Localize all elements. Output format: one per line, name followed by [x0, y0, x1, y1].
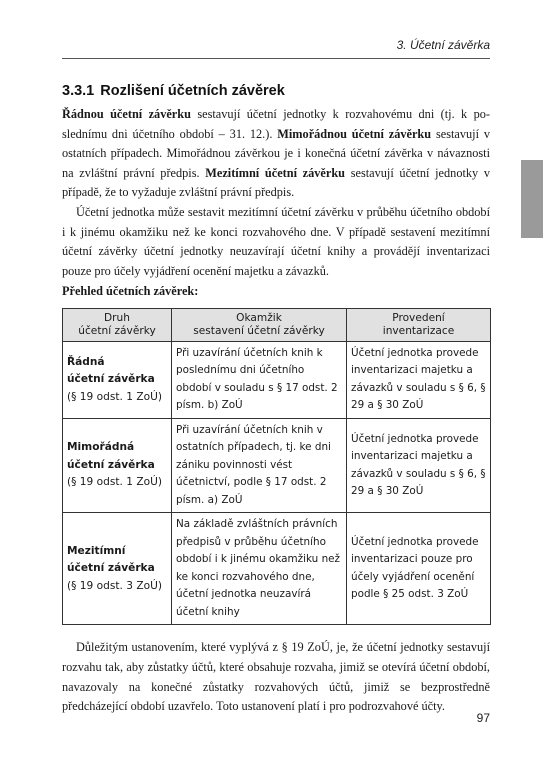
paragraph-continuity: Důležitým ustanovením, které vyplývá z § 19 ZoÚ, je, že účetní jednotky sestavují rozvahu tak, aby zůstatky účtů, které obsahuje rozvaha, jimiž se otevírá účetní období, navazovaly na konečné zůstatky rozvahových účtů, jimiž se bezprostředně předcházející období uzavřelo. Toto ustanovení platí i pro podrozvahové účty. [62, 640, 490, 714]
type-reference: (§ 19 odst. 1 ZoÚ) [67, 390, 162, 403]
paragraph-types [62, 105, 490, 203]
running-head: 3. Účetní závěrka [396, 38, 490, 52]
cell-moment: Při uzavírání účetních knih v ostatních případech, tj. ke dni zániku povinnosti vést účetnictví, podle § 17 odst. 2 písm. a) ZoÚ [172, 418, 347, 513]
cell-inventory: Účetní jednotka provede inventarizaci majetku a závazků v souladu s § 6, § 29 a § 30 ZoÚ [347, 418, 491, 513]
paragraph-text: sestavují v ostatních případech. Mimořádnou závěrkou je i konečná účetní závěrka v návaznosti na zvláštní právní předpis. [62, 126, 490, 180]
page-number: 97 [476, 711, 490, 725]
term-mezitimni: Mezitímní účetní závěrku [205, 165, 346, 180]
type-name: účetní závěrka [67, 562, 155, 575]
header-type [63, 308, 172, 341]
paragraph-text: sestavují účetní jednotky k rozvahovému dni (tj. k poslednímu dni účetního období – 31. 12.). [62, 107, 491, 141]
term-radna: Řádnou účetní závěrku [62, 107, 191, 121]
table-header-row [63, 308, 491, 341]
cell-inventory: Účetní jednotka provede inventarizaci majetku a závazků v souladu s § 6, § 29 a § 30 ZoÚ [347, 341, 491, 418]
type-name: Mezitímní [67, 544, 126, 557]
type-name: účetní závěrka [67, 373, 155, 386]
section-title: Rozlišení účetních závěrek [100, 83, 285, 99]
overview-title: Přehled účetních závěrek: [62, 284, 199, 299]
header-line: Okamžik [236, 311, 282, 324]
type-name: Řádná [67, 355, 105, 368]
overview-table [62, 308, 491, 626]
header-line: Provedení [392, 311, 445, 324]
header-line: Druh [104, 311, 130, 324]
cell-type [63, 418, 172, 513]
header-line: sestavení účetní závěrky [193, 324, 325, 337]
cell-type [63, 513, 172, 625]
header-moment [172, 308, 347, 341]
page-content [62, 83, 490, 717]
table-row [63, 341, 491, 418]
paragraph-interim: Účetní jednotka může sestavit mezitímní účetní závěrku v průběhu účetního období i k jinému okamžiku než ke konci rozvahového dne. V případě sestavení mezitímní účetní závěrky účetní jednotky neuzavírají účetní knihy a provádějí inventarizaci pouze pro účely vyjádření ocenění majetku a závazků. [62, 204, 490, 278]
cell-moment: Na základě zvláštních právních předpisů v průběhu účetního období i k jinému okamžiku než ke konci rozvahového dne, účetní jednotka neuzavírá účetní knihy [172, 513, 347, 625]
header-rule [62, 58, 490, 59]
header-inventory [347, 308, 491, 341]
table-row [63, 513, 491, 625]
chapter-thumb-tab [521, 160, 543, 238]
type-reference: (§ 19 odst. 3 ZoÚ) [67, 579, 162, 592]
cell-type [63, 341, 172, 418]
section-number: 3.3.1 [62, 83, 95, 99]
paragraph-text: sestavují účetní jednotky v případě, že to vyžaduje zvláštní právní předpis. [62, 165, 491, 200]
cell-moment: Při uzavírání účetních knih k poslednímu dni účetního období v souladu s § 17 odst. 2 písm. b) ZoÚ [172, 341, 347, 418]
table-row [63, 418, 491, 513]
type-name: Mimořádná [67, 441, 135, 454]
section-heading [62, 83, 490, 99]
type-reference: (§ 19 odst. 1 ZoÚ) [67, 476, 162, 489]
header-line: inventarizace [382, 324, 455, 337]
cell-inventory: Účetní jednotka provede inventarizaci pouze pro účely vyjádření ocenění podle § 25 odst. 3 ZoÚ [347, 513, 491, 625]
header-line: účetní závěrky [78, 324, 156, 337]
term-mimoradna: Mimořádnou účetní závěrku [277, 126, 432, 141]
type-name: účetní závěrka [67, 458, 155, 471]
